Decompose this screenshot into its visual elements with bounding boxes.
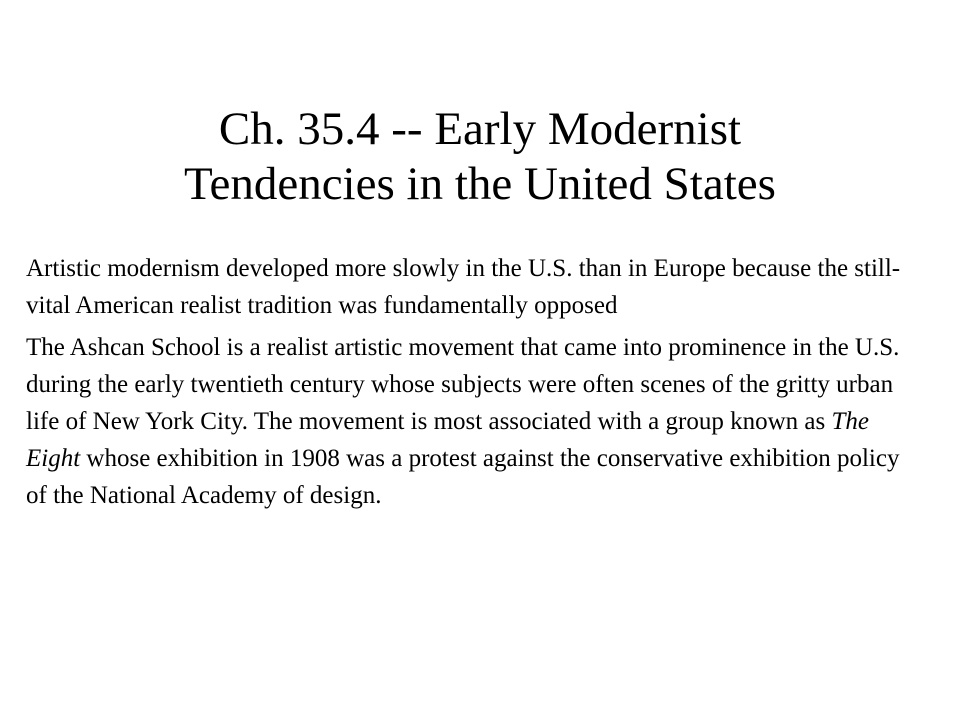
title-line-1: Ch. 35.4 -- Early Modernist [218, 103, 742, 155]
title-line-2: Tendencies in the United States [184, 158, 776, 210]
paragraph-modernism [26, 250, 906, 324]
paragraph-ashcan-text-2: whose exhibition in 1908 was a protest against the conservative exhibition policy of the National Academy of design. [26, 445, 900, 509]
paragraph-ashcan-school [26, 329, 906, 514]
paragraph-modernism-text: Artistic modernism developed more slowly in the U.S. than in Europe because the still-vital American realist tradition was fundamentally opposed [26, 255, 901, 319]
the-eight-italic: The Eight [26, 408, 869, 472]
slide-title [40, 102, 920, 212]
paragraph-ashcan-text-1: The Ashcan School is a realist artistic movement that came into prominence in the U.S. during the early twentieth century whose subjects were often scenes of the gritty urban life of New York City. The movement is most associated with a group known as [26, 334, 900, 435]
slide-body [26, 250, 906, 519]
